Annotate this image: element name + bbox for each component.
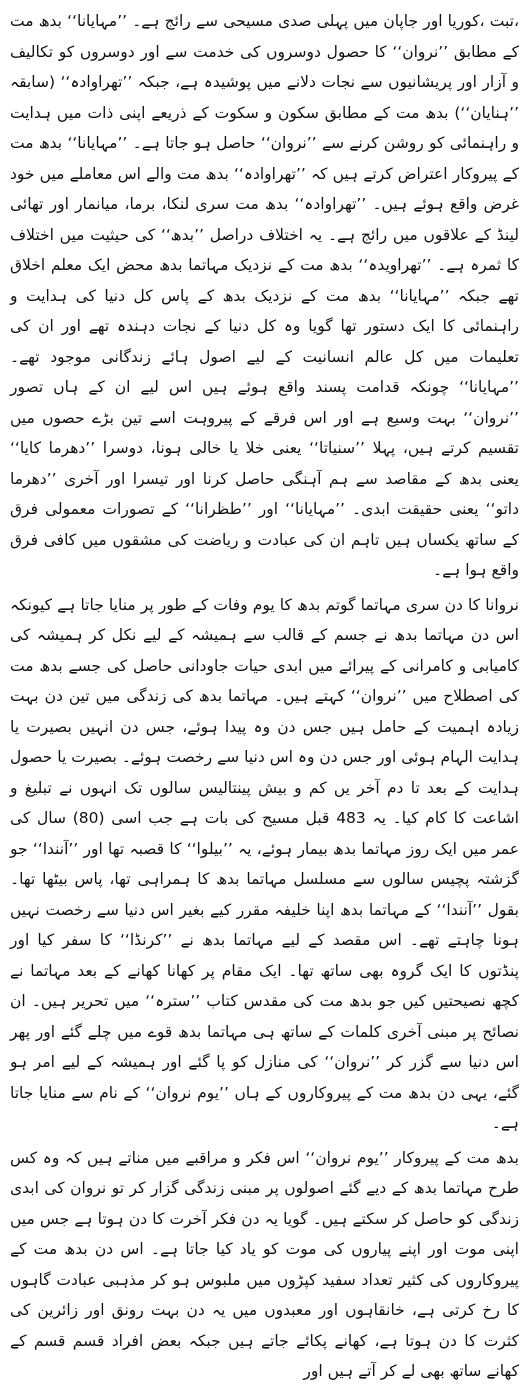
paragraph-mahayana-theravada: ،تبت ،کوریا اور جاپان میں پہلی صدی مسیحی سے رائج ہے۔ ’’مہایانا‘‘ بدھ مت کے مطابق ’’نروان‘‘ کا حصول دوسروں کی خدمت سے اور دوسروں کو تکالیف و آزار اور پریشانیوں سے نجات دلانے میں پوشیدہ ہے، جبکہ ’’تھراوادہ‘‘ (سابقہ ’’ہنایان‘‘) بدھ مت کے مطابق سکون و سکوت کے ذریعے اپنی ذات میں ہدایت و راہنمائی کو روشن کرنے سے ’’نروان‘‘ حاصل ہو جاتا ہے۔ ’’مہایانا‘‘ بدھ مت کے پیروکار اعتراض کرتے ہیں کہ ’’تھراوادہ‘‘ بدھ مت والے اس معاملے میں خود غرض واقع ہوئے ہیں۔ ’’تھراوادہ‘‘ بدھ مت سری لنکا، برما، میانمار اور تھائی لینڈ کے علاقوں میں رائج ہے۔ یہ اختلاف دراصل ’’بدھ‘‘ کی حیثیت میں اختلاف کا ثمرہ ہے۔ ’’تھراویدہ‘‘ بدھ مت کے نزدیک مہاتما بدھ محض ایک معلم اخلاق تھے جبکہ ’’مہایانا‘‘ بدھ مت کے نزدیک بدھ کے پاس کل دنیا کی ہدایت و راہنمائی کا ایک دستور تھا گویا وہ کل دنیا کے نجات دہندہ تھے اور ان کی تعلیمات میں کل عالم انسانیت کے لیے اصول ہائے زندگانی موجود تھے۔ ’’مہایانا‘‘ چونکہ قدامت پسند واقع ہوئے ہیں اس لیے ان کے ہاں تصور ’’نروان‘‘ بہت وسیع ہے اور اس فرقے کے پیروہت اسے تین بڑے حصوں میں تقسیم کرتے ہیں، پہلا ’’سنیاتا‘‘ یعنی خلا یا خالی ہونا، دوسرا ’’دھرما کایا‘‘ یعنی بدھ کے مقاصد سے ہم آہنگی حاصل کرنا اور تیسرا اور آخری ’’دھرما داتو‘‘ یعنی حقیقت ابدی۔ ’’مہایانا‘‘ اور ’’طظرانا‘‘ کے تصورات معمولی فرق کے ساتھ یکساں ہیں تاہم ان کی عبادت و ریاضت کی مشقوں میں کافی فرق واقع ہوا ہے۔ — [10, 12, 519, 579]
paragraph-nirvana-day-observance: بدھ مت کے پیروکار ’’یوم نروان‘‘ اس فکر و مراقبے میں مناتے ہیں کہ وہ کس طرح مہاتما بدھ کے دیے گئے اصولوں پر مبنی زندگی گزار کر تو نروان کی ابدی زندگی کو حاصل کر سکتے ہیں۔ گویا یہ دن فکر آخرت کا دن ہوتا ہے جس میں اپنی موت اور اپنے پیاروں کی موت کو یاد کیا جاتا ہے۔ اس دن بدھ مت کے پیروکاروں کی کثیر تعداد سفید کپڑوں میں ملبوس ہو کر مذہبی عبادت گاہوں کا رخ کرتی ہے، خانقاہوں اور معبدوں میں یہ دن بہت رونق اور زائرین کی کثرت کا دن ہوتا ہے، کھانے پکائے جاتے ہیں جبکہ بعض افراد قسم قسم کے کھانے ساتھ بھی لے کر آتے ہیں اور — [10, 1148, 519, 1380]
paragraph-nirvana-day-history: نروانا کا دن سری مہاتما گوتم بدھ کا یوم وفات کے طور پر منایا جاتا ہے کیونکہ اس دن مہاتما بدھ نے جسم کے قالب سے ہمیشہ کے لیے نکل کر ہمیشہ کی کامیابی و کامرانی کے پیرائے میں ابدی حیات جاودانی حاصل کی جسے بدھ مت کی اصطلاح میں ’’نروان‘‘ کہتے ہیں۔ مہاتما بدھ کی زندگی میں تین دن بہت زیادہ اہمیت کے حامل ہیں جس دن وہ پیدا ہوئے، جس دن انہیں بصیرت یا ہدایت الہام ہوئی اور جس دن وہ اس دنیا سے رخصت ہوئے۔ بصیرت یا حصول ہدایت کے بعد تا دم آخر یں کم و بیش پینتالیس سالوں تک انہوں نے تبلیغ و اشاعت کا کام کیا۔ یہ 483 قبل مسیح کی بات ہے جب اسی (80) سال کی عمر میں ایک روز مہاتما بدھ بیمار ہوئے، یہ ’’بیلوا‘‘ کا قصبہ تھا اور ’’آنندا‘‘ جو گزشتہ پچیس سالوں سے مسلسل مہاتما بدھ کا ہمراہی تھا، پاس بیٹھا تھا۔ بقول ’’آنندا‘‘ کے مہاتما بدھ اپنا خلیفہ مقرر کیے بغیر اس دنیا سے رخصت نہیں ہونا چاہتے تھے۔ اس مقصد کے لیے مہاتما بدھ نے ’’کرنڈا‘‘ کا سفر کیا اور پنڈتوں کا ایک گروہ بھی ساتھ تھا۔ ایک مقام پر کھانا کھانے کے بعد مہاتما نے کچھ نصیحتیں کیں جو بدھ مت کی مقدس کتاب ’’سترہ‘‘ میں تحریر ہیں۔ ان نصائح پر مبنی آخری کلمات کے ساتھ ہی مہاتما بدھ قوے میں چلے گئے اور پھر اس دنیا سے گزر کر ’’نروان‘‘ کی منازل کو پا گئے اور ہمیشہ کے لیے امر ہو گئے، یہی دن بدھ مت کے پیروکاروں کے ہاں ’’یوم نروان‘‘ کے نام سے منایا جاتا ہے۔ — [10, 595, 519, 1132]
